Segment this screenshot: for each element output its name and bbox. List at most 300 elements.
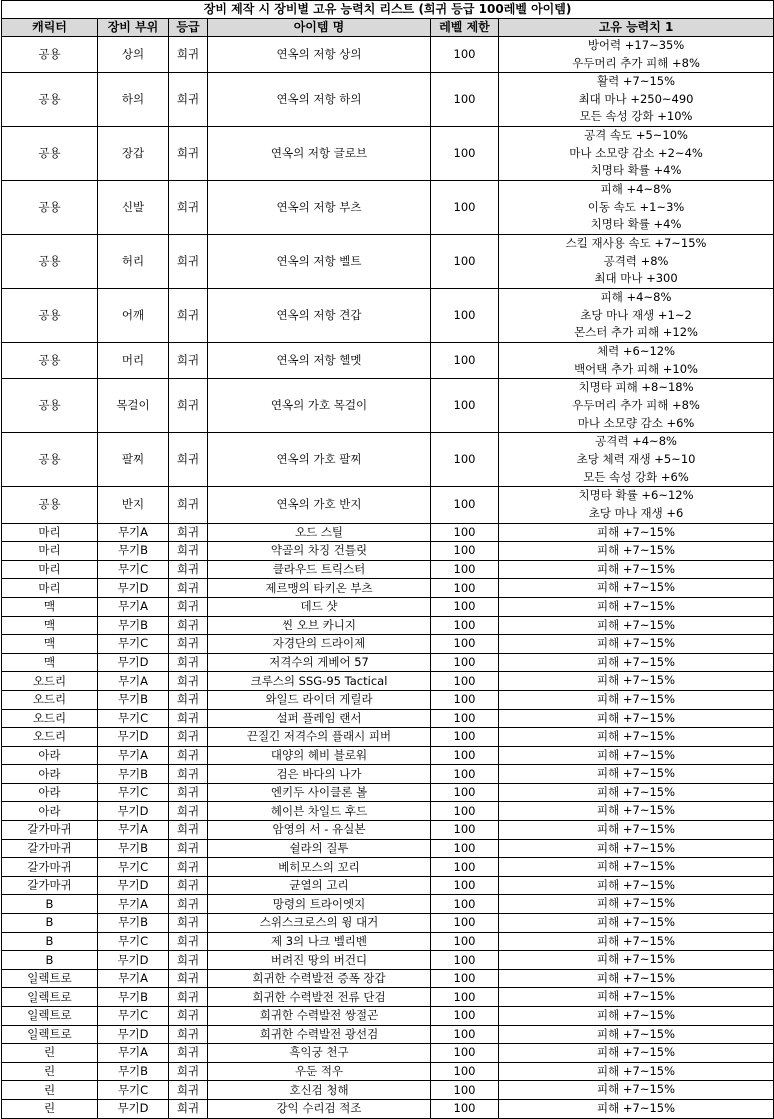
part-cell: 무기C: [98, 932, 169, 951]
character-cell: 공용: [2, 433, 98, 487]
ability-line: 최대 마나 +300: [594, 271, 678, 286]
character-cell: 맥: [2, 635, 98, 654]
grade-cell: 희귀: [169, 988, 208, 1007]
grade-cell: 희귀: [169, 181, 208, 235]
item-name-cell: 제 3의 나크 벨리벤: [208, 932, 431, 951]
table-row: [2, 969, 774, 988]
ability-cell: [499, 1025, 774, 1044]
part-cell: 상의: [98, 37, 169, 73]
character-cell: 린: [2, 1081, 98, 1100]
table-row: [2, 1025, 774, 1044]
table-row: [2, 765, 774, 784]
character-cell: 아라: [2, 802, 98, 821]
item-name-cell: 연옥의 저항 견갑: [208, 289, 431, 343]
ability-line: 피해 +7~15%: [597, 877, 676, 892]
character-cell: 맥: [2, 653, 98, 672]
character-cell: 갈가마귀: [2, 876, 98, 895]
item-name-cell: 강익 수리검 적조: [208, 1099, 431, 1118]
part-cell: 무기D: [98, 728, 169, 747]
level-cell: 100: [431, 379, 499, 433]
character-cell: 린: [2, 1044, 98, 1063]
grade-cell: 희귀: [169, 839, 208, 858]
ability-cell: [499, 728, 774, 747]
ability-cell: [499, 181, 774, 235]
ability-line: 피해 +7~15%: [597, 524, 676, 539]
grade-cell: 희귀: [169, 728, 208, 747]
character-cell: 일렉트로: [2, 988, 98, 1007]
character-cell: 마리: [2, 542, 98, 561]
ability-line: 피해 +7~15%: [597, 747, 676, 762]
character-cell: 맥: [2, 597, 98, 616]
ability-line: 피해 +7~15%: [597, 691, 676, 706]
ability-cell: [499, 73, 774, 127]
ability-line: 피해 +7~15%: [597, 1100, 676, 1115]
character-cell: 아라: [2, 765, 98, 784]
item-name-cell: 클라우드 트릭스터: [208, 560, 431, 579]
character-cell: 갈가마귀: [2, 839, 98, 858]
item-name-cell: 오드 스틸: [208, 523, 431, 542]
part-cell: 무기B: [98, 765, 169, 784]
level-cell: 100: [431, 560, 499, 579]
character-cell: B: [2, 932, 98, 951]
table-row: [2, 616, 774, 635]
ability-cell: [499, 1081, 774, 1100]
part-cell: 어깨: [98, 289, 169, 343]
part-cell: 무기A: [98, 597, 169, 616]
ability-line: 우두머리 추가 피해 +8%: [572, 398, 700, 413]
ability-cell: [499, 709, 774, 728]
ability-line: 피해 +7~15%: [597, 822, 676, 837]
grade-cell: 희귀: [169, 487, 208, 523]
character-cell: 공용: [2, 127, 98, 181]
item-name-cell: 균열의 고리: [208, 876, 431, 895]
item-name-cell: 희귀한 수력발전 광선검: [208, 1025, 431, 1044]
level-cell: 100: [431, 181, 499, 235]
grade-cell: 희귀: [169, 37, 208, 73]
part-cell: 무기A: [98, 746, 169, 765]
ability-line: 모든 속성 강화 +6%: [583, 469, 689, 484]
table-row: [2, 1099, 774, 1118]
part-cell: 무기A: [98, 1044, 169, 1063]
table-row: [2, 653, 774, 672]
character-cell: 린: [2, 1062, 98, 1081]
ability-cell: [499, 746, 774, 765]
ability-line: 치명타 피해 +8~18%: [578, 380, 694, 395]
item-name-cell: 연옥의 저항 부츠: [208, 181, 431, 235]
grade-cell: 희귀: [169, 289, 208, 343]
part-cell: 무기C: [98, 858, 169, 877]
part-cell: 무기C: [98, 635, 169, 654]
item-name-cell: 연옥의 저항 글로브: [208, 127, 431, 181]
level-cell: 100: [431, 932, 499, 951]
part-cell: 무기C: [98, 783, 169, 802]
level-cell: 100: [431, 1044, 499, 1063]
part-cell: 무기C: [98, 1081, 169, 1100]
character-cell: 공용: [2, 289, 98, 343]
ability-line: 피해 +7~15%: [597, 710, 676, 725]
ability-line: 피해 +7~15%: [597, 952, 676, 967]
item-name-cell: 연옥의 가호 목걸이: [208, 379, 431, 433]
character-cell: B: [2, 914, 98, 933]
table-row: [2, 988, 774, 1007]
table-row: [2, 932, 774, 951]
grade-cell: 희귀: [169, 73, 208, 127]
table-row: [2, 839, 774, 858]
table-row: [2, 181, 774, 235]
grade-cell: 희귀: [169, 616, 208, 635]
part-cell: 무기D: [98, 1099, 169, 1118]
table-row: [2, 542, 774, 561]
grade-cell: 희귀: [169, 969, 208, 988]
grade-cell: 희귀: [169, 932, 208, 951]
table-row: [2, 560, 774, 579]
level-cell: 100: [431, 895, 499, 914]
ability-cell: [499, 127, 774, 181]
character-cell: 아라: [2, 746, 98, 765]
character-cell: 일렉트로: [2, 969, 98, 988]
ability-cell: [499, 765, 774, 784]
level-cell: 100: [431, 616, 499, 635]
part-cell: 무기C: [98, 1007, 169, 1026]
header-row: [2, 19, 774, 37]
level-cell: 100: [431, 73, 499, 127]
ability-cell: [499, 653, 774, 672]
part-cell: 무기D: [98, 876, 169, 895]
character-cell: B: [2, 895, 98, 914]
ability-line: 피해 +7~15%: [597, 1063, 676, 1078]
grade-cell: 희귀: [169, 1044, 208, 1063]
table-row: [2, 746, 774, 765]
table-row: [2, 802, 774, 821]
item-name-cell: 크루스의 SSG-95 Tactical: [208, 672, 431, 691]
ability-line: 피해 +7~15%: [597, 896, 676, 911]
part-cell: 허리: [98, 235, 169, 289]
grade-cell: 희귀: [169, 690, 208, 709]
level-cell: 100: [431, 635, 499, 654]
part-cell: 무기B: [98, 1062, 169, 1081]
part-cell: 무기A: [98, 672, 169, 691]
item-name-cell: 호신검 청해: [208, 1081, 431, 1100]
grade-cell: 희귀: [169, 858, 208, 877]
item-name-cell: 검은 바다의 나가: [208, 765, 431, 784]
ability-line: 피해 +7~15%: [597, 989, 676, 1004]
level-cell: 100: [431, 690, 499, 709]
item-name-cell: 약골의 차징 건틀릿: [208, 542, 431, 561]
table-row: [2, 379, 774, 433]
table-row: [2, 728, 774, 747]
ability-cell: [499, 579, 774, 598]
level-cell: 100: [431, 1081, 499, 1100]
character-cell: 오드리: [2, 709, 98, 728]
table-row: [2, 597, 774, 616]
ability-line: 피해 +7~15%: [597, 654, 676, 669]
grade-cell: 희귀: [169, 951, 208, 970]
part-cell: 무기C: [98, 560, 169, 579]
item-name-cell: 버려진 땅의 버건디: [208, 951, 431, 970]
ability-cell: [499, 969, 774, 988]
part-cell: 무기A: [98, 969, 169, 988]
part-cell: 무기B: [98, 839, 169, 858]
item-name-cell: 와일드 라이더 게릴라: [208, 690, 431, 709]
grade-cell: 희귀: [169, 653, 208, 672]
ability-cell: [499, 932, 774, 951]
table-row: [2, 635, 774, 654]
ability-cell: [499, 1044, 774, 1063]
ability-line: 피해 +7~15%: [597, 1082, 676, 1097]
ability-line: 치명타 확률 +4%: [590, 163, 682, 178]
level-cell: 100: [431, 1007, 499, 1026]
level-cell: 100: [431, 235, 499, 289]
ability-line: 피해 +7~15%: [597, 933, 676, 948]
grade-cell: 희귀: [169, 523, 208, 542]
level-cell: 100: [431, 709, 499, 728]
part-cell: 무기A: [98, 895, 169, 914]
table-row: [2, 876, 774, 895]
item-name-cell: 헤이븐 차일드 후드: [208, 802, 431, 821]
table-row: [2, 487, 774, 523]
ability-line: 피해 +7~15%: [597, 580, 676, 595]
level-cell: 100: [431, 802, 499, 821]
ability-cell: [499, 858, 774, 877]
ability-cell: [499, 523, 774, 542]
ability-line: 피해 +7~15%: [597, 543, 676, 558]
part-cell: 무기D: [98, 951, 169, 970]
item-name-cell: 희귀한 수력발전 쌍절곤: [208, 1007, 431, 1026]
header-item-name: 아이템 명: [208, 19, 431, 37]
level-cell: 100: [431, 821, 499, 840]
ability-cell: [499, 542, 774, 561]
level-cell: 100: [431, 653, 499, 672]
character-cell: 맥: [2, 616, 98, 635]
level-cell: 100: [431, 1025, 499, 1044]
character-cell: 갈가마귀: [2, 821, 98, 840]
grade-cell: 희귀: [169, 876, 208, 895]
item-name-cell: 데드 샷: [208, 597, 431, 616]
item-name-cell: 제르맹의 타키온 부츠: [208, 579, 431, 598]
level-cell: 100: [431, 765, 499, 784]
character-cell: 마리: [2, 579, 98, 598]
ability-line: 이동 속도 +1~3%: [587, 199, 685, 214]
grade-cell: 희귀: [169, 1081, 208, 1100]
table-row: [2, 235, 774, 289]
table-title: 장비 제작 시 장비별 고유 능력치 리스트 (희귀 등급 100레벨 아이템): [2, 1, 774, 19]
grade-cell: 희귀: [169, 433, 208, 487]
grade-cell: 희귀: [169, 542, 208, 561]
part-cell: 장갑: [98, 127, 169, 181]
ability-cell: [499, 988, 774, 1007]
table-row: [2, 523, 774, 542]
item-name-cell: 우둔 적우: [208, 1062, 431, 1081]
ability-line: 피해 +4~8%: [600, 290, 672, 305]
part-cell: 무기C: [98, 709, 169, 728]
ability-line: 피해 +7~15%: [597, 840, 676, 855]
ability-line: 피해 +7~15%: [597, 1026, 676, 1041]
ability-cell: [499, 802, 774, 821]
item-name-cell: 희귀한 수력발전 증폭 장갑: [208, 969, 431, 988]
part-cell: 신발: [98, 181, 169, 235]
ability-cell: [499, 379, 774, 433]
character-cell: 갈가마귀: [2, 858, 98, 877]
header-character: 캐릭터: [2, 19, 98, 37]
part-cell: 무기B: [98, 988, 169, 1007]
character-cell: 공용: [2, 181, 98, 235]
item-name-cell: 암영의 서 - 유실본: [208, 821, 431, 840]
table-row: [2, 289, 774, 343]
item-name-cell: 망령의 트라이엣지: [208, 895, 431, 914]
part-cell: 목걸이: [98, 379, 169, 433]
level-cell: 100: [431, 433, 499, 487]
table-row: [2, 37, 774, 73]
character-cell: 공용: [2, 37, 98, 73]
level-cell: 100: [431, 988, 499, 1007]
grade-cell: 희귀: [169, 379, 208, 433]
table-row: [2, 1062, 774, 1081]
level-cell: 100: [431, 914, 499, 933]
level-cell: 100: [431, 728, 499, 747]
ability-line: 피해 +7~15%: [597, 915, 676, 930]
ability-line: 초당 마나 재생 +1~2: [580, 307, 692, 322]
item-name-cell: 흑익궁 천구: [208, 1044, 431, 1063]
grade-cell: 희귀: [169, 635, 208, 654]
ability-line: 피해 +7~15%: [597, 784, 676, 799]
ability-cell: [499, 895, 774, 914]
ability-cell: [499, 235, 774, 289]
character-cell: 공용: [2, 235, 98, 289]
level-cell: 100: [431, 579, 499, 598]
level-cell: 100: [431, 523, 499, 542]
table-row: [2, 709, 774, 728]
character-cell: 일렉트로: [2, 1007, 98, 1026]
ability-cell: [499, 914, 774, 933]
table-row: [2, 895, 774, 914]
ability-line: 피해 +4~8%: [600, 182, 672, 197]
grade-cell: 희귀: [169, 343, 208, 379]
grade-cell: 희귀: [169, 560, 208, 579]
ability-line: 체력 +6~12%: [597, 344, 676, 359]
item-name-cell: 저격수의 게베어 57: [208, 653, 431, 672]
ability-cell: [499, 876, 774, 895]
ability-line: 피해 +7~15%: [597, 673, 676, 688]
table-row: [2, 1044, 774, 1063]
part-cell: 무기B: [98, 616, 169, 635]
ability-line: 최대 마나 +250~490: [578, 91, 694, 106]
header-ability: 고유 능력치 1: [499, 19, 774, 37]
part-cell: 무기D: [98, 579, 169, 598]
ability-line: 공격력 +8%: [603, 253, 669, 268]
ability-line: 피해 +7~15%: [597, 636, 676, 651]
part-cell: 무기D: [98, 1025, 169, 1044]
level-cell: 100: [431, 1062, 499, 1081]
ability-cell: [499, 37, 774, 73]
table-body: [2, 37, 774, 1119]
level-cell: 100: [431, 876, 499, 895]
ability-line: 피해 +7~15%: [597, 1008, 676, 1022]
character-cell: 린: [2, 1099, 98, 1118]
part-cell: 팔찌: [98, 433, 169, 487]
level-cell: 100: [431, 289, 499, 343]
table-row: [2, 951, 774, 970]
ability-line: 피해 +7~15%: [597, 561, 676, 576]
item-name-cell: 끈질긴 저격수의 플래시 피버: [208, 728, 431, 747]
ability-cell: [499, 433, 774, 487]
ability-line: 우두머리 추가 피해 +8%: [572, 55, 700, 70]
ability-line: 피해 +7~15%: [597, 729, 676, 744]
table-row: [2, 821, 774, 840]
part-cell: 하의: [98, 73, 169, 127]
item-name-cell: 씬 오브 카니지: [208, 616, 431, 635]
table-row: [2, 579, 774, 598]
ability-cell: [499, 616, 774, 635]
ability-line: 피해 +7~15%: [597, 859, 676, 874]
ability-line: 초당 마나 재생 +6: [588, 505, 684, 520]
ability-line: 활력 +7~15%: [597, 74, 676, 89]
level-cell: 100: [431, 951, 499, 970]
grade-cell: 희귀: [169, 709, 208, 728]
grade-cell: 희귀: [169, 783, 208, 802]
table-row: [2, 127, 774, 181]
ability-cell: [499, 951, 774, 970]
ability-cell: [499, 597, 774, 616]
level-cell: 100: [431, 127, 499, 181]
grade-cell: 희귀: [169, 1007, 208, 1026]
header-level: 레벨 제한: [431, 19, 499, 37]
part-cell: 머리: [98, 343, 169, 379]
grade-cell: 희귀: [169, 672, 208, 691]
item-name-cell: 연옥의 저항 하의: [208, 73, 431, 127]
character-cell: 아라: [2, 783, 98, 802]
table-row: [2, 783, 774, 802]
table-row: [2, 73, 774, 127]
ability-line: 마나 소모량 감소 +6%: [577, 415, 695, 430]
item-name-cell: 연옥의 저항 상의: [208, 37, 431, 73]
ability-line: 피해 +7~15%: [597, 1045, 676, 1060]
ability-cell: [499, 839, 774, 858]
item-name-cell: 베히모스의 꼬리: [208, 858, 431, 877]
table-row: [2, 858, 774, 877]
ability-line: 공격력 +4~8%: [595, 434, 677, 449]
item-name-cell: 엔키두 사이클론 볼: [208, 783, 431, 802]
level-cell: 100: [431, 858, 499, 877]
grade-cell: 희귀: [169, 765, 208, 784]
ability-line: 피해 +7~15%: [597, 803, 676, 818]
grade-cell: 희귀: [169, 914, 208, 933]
ability-cell: [499, 1099, 774, 1118]
ability-line: 치명타 확률 +4%: [590, 217, 682, 232]
level-cell: 100: [431, 542, 499, 561]
grade-cell: 희귀: [169, 895, 208, 914]
ability-cell: [499, 783, 774, 802]
grade-cell: 희귀: [169, 746, 208, 765]
ability-line: 초당 체력 재생 +5~10: [576, 452, 696, 467]
grade-cell: 희귀: [169, 597, 208, 616]
item-name-cell: 자경단의 드라이제: [208, 635, 431, 654]
item-name-cell: 연옥의 가호 팔찌: [208, 433, 431, 487]
grade-cell: 희귀: [169, 127, 208, 181]
ability-line: 피해 +7~15%: [597, 598, 676, 613]
character-cell: 마리: [2, 523, 98, 542]
character-cell: 오드리: [2, 728, 98, 747]
part-cell: 무기A: [98, 523, 169, 542]
level-cell: 100: [431, 783, 499, 802]
ability-line: 공격 속도 +5~10%: [584, 128, 688, 143]
level-cell: 100: [431, 746, 499, 765]
item-name-cell: 연옥의 가호 반지: [208, 487, 431, 523]
table-row: [2, 1007, 774, 1026]
item-name-cell: 연옥의 저항 벨트: [208, 235, 431, 289]
ability-line: 백어택 추가 피해 +10%: [574, 361, 698, 376]
part-cell: 무기D: [98, 802, 169, 821]
part-cell: 무기B: [98, 914, 169, 933]
